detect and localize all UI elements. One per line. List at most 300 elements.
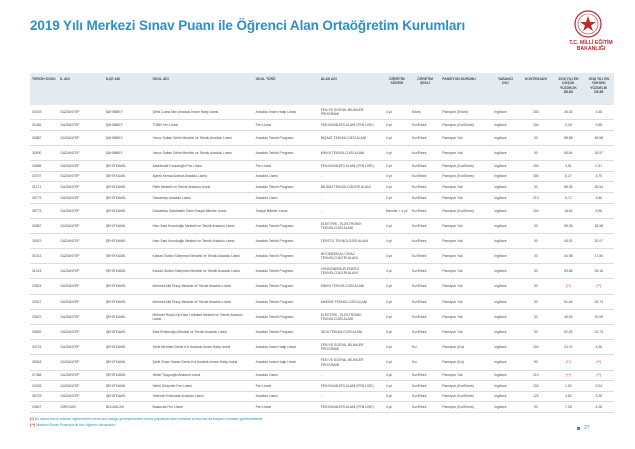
table-cell: 30: [518, 264, 553, 279]
table-cell: İngilizce: [492, 161, 518, 172]
table-cell: BİYOMEDİKAL CİHAZ TEKNOLOJİLERİ ALANI: [319, 249, 384, 264]
table-cell: 25,74: [584, 294, 614, 309]
footnote-2: [30, 422, 510, 428]
table-cell: ŞEHİTKAMİL: [104, 182, 151, 193]
table-cell: 52,83: [553, 325, 583, 340]
table-cell: GAZİANTEP: [58, 391, 104, 402]
table-cell: 1,53: [553, 381, 583, 392]
table-cell: İngilizce: [492, 182, 518, 193]
table-cell: İngilizce: [492, 120, 518, 131]
column-header: ALAN ADI: [319, 73, 384, 105]
table-cell: -: [319, 203, 384, 218]
table-cell: Pansiyon Yok: [440, 264, 492, 279]
table-cell: 35703: [30, 391, 58, 402]
table-cell: 44,98: [553, 249, 583, 264]
table-cell: 34419: [30, 105, 58, 120]
table-cell: (**): [553, 355, 583, 370]
table-cell: Anadolu Lisesi: [254, 171, 319, 182]
column-header: OKUL TÜRÜ: [254, 73, 319, 105]
table-cell: GAZİANTEP: [58, 120, 104, 131]
table-cell: Anadolu Teknik Programı: [254, 218, 319, 233]
logo-line1: T.C. MİLLİ EĞİTİM: [569, 40, 613, 46]
table-cell: Anadolu İmam Hatip Lisesi: [254, 340, 319, 355]
table-cell: 17,84: [584, 249, 614, 264]
table-cell: 35,58: [584, 130, 614, 145]
table-cell: 58,35: [553, 182, 583, 193]
table-cell: 4 yıl: [384, 279, 410, 294]
table-cell: FEN BİLİMLERİ ALANI (FEN LİSE): [319, 402, 384, 413]
table-row: [30, 309, 614, 324]
table-cell: İngilizce: [492, 355, 518, 370]
table-cell: GAZİANTEP: [58, 325, 104, 340]
table-cell: 4 yıl: [384, 355, 410, 370]
column-header: ÖĞRETİM ŞEKLİ: [410, 73, 440, 105]
table-cell: Mehmet Akif Ersoy Mesleki ve Teknik Anadolu Lisesi: [150, 294, 253, 309]
table-row: [30, 249, 614, 264]
table-cell: Şehit Ömer Hasan Demir Kız Anadolu İmam Hatip Lisesi: [150, 355, 253, 370]
table-cell: Kız/Erkek: [410, 171, 440, 182]
table-cell: İngilizce: [492, 391, 518, 402]
table-cell: 58,88: [553, 130, 583, 145]
table-cell: Kız/Erkek: [410, 391, 440, 402]
table-cell: Anadolu İmam Hatip Lisesi: [254, 355, 319, 370]
table-cell: Gaziantep Anadolu Lisesi: [150, 192, 253, 203]
table-cell: ŞEHİTKAMİL: [104, 233, 151, 248]
table-cell: 4 yıl: [384, 294, 410, 309]
table-cell: Yasemin Emirzade Anadolu Lisesi: [150, 391, 253, 402]
table-cell: BULANCAK: [104, 402, 151, 413]
table-cell: ŞEHİTKAMİL: [104, 249, 151, 264]
table-cell: İngilizce: [492, 294, 518, 309]
table-cell: 4 yıl: [384, 249, 410, 264]
table-cell: 61,64: [553, 294, 583, 309]
table-cell: Anadolu Lisesi: [254, 391, 319, 402]
table-cell: -: [319, 370, 384, 381]
table-row: [30, 161, 614, 172]
table-cell: 0,28: [553, 120, 583, 131]
table-cell: GAZİANTEP: [58, 355, 104, 370]
table-cell: Pansiyon (Kız): [440, 340, 492, 355]
table-cell: ŞEHİTKAMİL: [104, 325, 151, 340]
table-cell: 34333: [30, 381, 58, 392]
table-cell: 18,64: [553, 203, 583, 218]
table-cell: 4 yıl: [384, 391, 410, 402]
table-cell: KİMYA TEKNOLOJİSİ ALANI: [319, 145, 384, 160]
table-cell: 210: [518, 192, 553, 203]
table-cell: 4 yıl: [384, 161, 410, 172]
table-row: [30, 130, 614, 145]
table-cell: 30887: [30, 130, 58, 145]
table-cell: 4 yıl: [384, 192, 410, 203]
table-row: [30, 340, 614, 355]
table-cell: ŞAHİNBEY: [104, 120, 151, 131]
table-cell: Pansiyon (Kız/Erkek): [440, 391, 492, 402]
table-cell: 35772: [30, 192, 58, 203]
table-cell: Kız/Erkek: [410, 294, 440, 309]
table-cell: 30: [518, 325, 553, 340]
table-cell: FEN VE SOSYAL BİLİMLER PROGRAMI: [319, 340, 384, 355]
table-cell: Vehbi Dinçerler Fen Lisesi: [150, 381, 253, 392]
table-cell: GAZİANTEP: [58, 130, 104, 145]
table-cell: Gaziantep Sabahattin Zaim Sosyal Bilimler Lisesi: [150, 203, 253, 218]
table-cell: 4 yıl: [384, 145, 410, 160]
table-row: [30, 218, 614, 233]
table-cell: MAKİNE TEKNOLOJİSİ ALANI: [319, 294, 384, 309]
table-cell: 26,33: [553, 105, 583, 120]
table-cell: İngilizce: [492, 402, 518, 413]
column-header: İL ADI: [58, 73, 104, 105]
table-cell: GAZİANTEP: [58, 182, 104, 193]
column-header: PANSİYON DURUMU: [440, 73, 492, 105]
table-cell: 30900: [30, 145, 58, 160]
table-row: [30, 391, 614, 402]
table-cell: Kız/Erkek: [410, 130, 440, 145]
schools-table: [30, 73, 614, 413]
table-cell: İngilizce: [492, 325, 518, 340]
table-cell: Kız/Erkek: [410, 279, 440, 294]
table-cell: 31171: [30, 182, 58, 193]
table-cell: 24807: [30, 402, 58, 413]
table-row: [30, 279, 614, 294]
table-cell: (**): [553, 370, 583, 381]
table-cell: Kız/Erkek: [410, 325, 440, 340]
table-cell: 4 yıl: [384, 340, 410, 355]
table-cell: GAZİANTEP: [58, 161, 104, 172]
table-cell: 0,31: [584, 161, 614, 172]
table-cell: 0,04: [584, 381, 614, 392]
table-row: [30, 370, 614, 381]
table-cell: ŞAHİNBEY: [104, 130, 151, 145]
table-cell: Pansiyon Yok: [440, 130, 492, 145]
table-cell: GAZİANTEP: [58, 340, 104, 355]
table-cell: Kanuni Sultan Süleyman Mesleki ve Teknik Anadolu Lisesi: [150, 249, 253, 264]
table-cell: ŞEHİTKAMİL: [104, 161, 151, 172]
table-cell: GİRESUN: [58, 402, 104, 413]
table-cell: 150: [518, 381, 553, 392]
table-cell: 65,64: [553, 145, 583, 160]
table-cell: Kız/Erkek: [410, 264, 440, 279]
table-cell: GAZİANTEP: [58, 171, 104, 182]
table-cell: 30: [518, 182, 553, 193]
table-cell: 4 yıl: [384, 381, 410, 392]
table-cell: 4,08: [584, 340, 614, 355]
table-cell: Kız: [410, 355, 440, 370]
table-cell: 4 yıl: [384, 402, 410, 413]
table-cell: 8,27: [553, 171, 583, 182]
table-cell: Pansiyon Yok: [440, 294, 492, 309]
table-cell: 55,36: [553, 218, 583, 233]
table-cell: Anadolu Teknik Programı: [254, 325, 319, 340]
footnote-1-mark: (*): [30, 417, 34, 421]
table-cell: GAZİANTEP: [58, 279, 104, 294]
table-cell: GAZİANTEP: [58, 233, 104, 248]
table-cell: 4 yıl: [384, 171, 410, 182]
table-cell: İngilizce: [492, 233, 518, 248]
table-cell: Aybek Kemal Aramal Anadolu Lisesi: [150, 171, 253, 182]
table-cell: GAZİANTEP: [58, 218, 104, 233]
page-number: 27: [584, 425, 590, 431]
table-cell: 20515: [30, 279, 58, 294]
table-cell: Yavuz Sultan Selim Mesleki ve Teknik Anadolu Lisesi: [150, 145, 253, 160]
table-cell: FEN VE SOSYAL BİLİMLER PROGRAMI: [319, 355, 384, 370]
table-cell: ŞEHİTKAMİL: [104, 391, 151, 402]
table-cell: 6,72: [553, 192, 583, 203]
table-cell: -: [319, 391, 384, 402]
table-cell: ELEKTRİK - ELEKTRONİK TEKNOLOJİSİ ALANI: [319, 218, 384, 233]
table-row: [30, 145, 614, 160]
table-cell: İngilizce: [492, 370, 518, 381]
table-cell: Fatih Mesleki ve Teknik Anadolu Lisesi: [150, 182, 253, 193]
table-cell: Pansiyon (Kız): [440, 355, 492, 370]
table-cell: Kız/Erkek: [410, 161, 440, 172]
table-cell: Pansiyon (Erkek): [440, 105, 492, 120]
table-cell: 26,57: [584, 145, 614, 160]
table-cell: Anadolu Teknik Programı: [254, 294, 319, 309]
table-cell: 7,28: [553, 402, 583, 413]
table-row: [30, 402, 614, 413]
table-cell: 150: [518, 161, 553, 172]
table-cell: 37358: [30, 370, 58, 381]
table-cell: ŞAHİNBEY: [104, 105, 151, 120]
table-cell: (**): [584, 370, 614, 381]
table-cell: ŞEHİTKAMİL: [104, 294, 151, 309]
table-cell: TOBB Fen Lisesi: [150, 120, 253, 131]
table-cell: Fen Lisesi: [254, 120, 319, 131]
table-cell: Kız/Erkek: [410, 370, 440, 381]
table-cell: Anadolu Teknik Programı: [254, 279, 319, 294]
column-header: ÖĞRETİM SÜRESİ: [384, 73, 410, 105]
table-cell: Kız/Erkek: [410, 218, 440, 233]
table-cell: GAZİANTEP: [58, 381, 104, 392]
table-cell: Mehmet Akif Ersoy Mesleki ve Teknik Anadolu Lisesi: [150, 279, 253, 294]
table-cell: İngilizce: [492, 309, 518, 324]
column-header: TERCİH KODU: [30, 73, 58, 105]
table-cell: 31013: [30, 264, 58, 279]
table-cell: TEKSTİL TEKNOLOJİSİ ALANI: [319, 233, 384, 248]
table-cell: Bulancak Fen Lisesi: [150, 402, 253, 413]
table-row: [30, 381, 614, 392]
table-cell: GIDA TEKNOLOJİSİ ALANI: [319, 325, 384, 340]
table-row: [30, 264, 614, 279]
table-cell: Kız/Erkek: [410, 233, 440, 248]
table-cell: 4 yıl: [384, 309, 410, 324]
table-row: [30, 294, 614, 309]
table-cell: 24,74: [553, 340, 583, 355]
table-cell: -: [319, 192, 384, 203]
table-row: [30, 203, 614, 218]
table-cell: Anadolu İmam Hatip Lisesi: [254, 105, 319, 120]
table-cell: İngilizce: [492, 192, 518, 203]
table-cell: Sani Erdemoğlu Mesleki ve Teknik Anadolu Lisesi: [150, 325, 253, 340]
table-cell: İngilizce: [492, 264, 518, 279]
table-cell: Pansiyon Yok: [440, 279, 492, 294]
table-cell: Pansiyon (Kız/Erkek): [440, 120, 492, 131]
table-cell: 150: [518, 340, 553, 355]
table-row: [30, 325, 614, 340]
table-cell: 31485: [30, 120, 58, 131]
column-header: 2018 YILI EN DÜŞÜK YÜZDELİK DİLİM: [553, 73, 583, 105]
table-cell: GAZİANTEP: [58, 105, 104, 120]
table-cell: GAZİANTEP: [58, 145, 104, 160]
column-header: YABANCI DİLİ: [492, 73, 518, 105]
table-cell: 4 yıl: [384, 264, 410, 279]
table-cell: Yavuz Sultan Selim Mesleki ve Teknik Anadolu Lisesi: [150, 130, 253, 145]
table-cell: İngilizce: [492, 130, 518, 145]
table-cell: 3,56: [584, 192, 614, 203]
table-cell: Anadolu Lisesi: [254, 192, 319, 203]
table-cell: ŞEHİTKAMİL: [104, 381, 151, 392]
table-cell: İngilizce: [492, 279, 518, 294]
table-cell: Fen Lisesi: [254, 161, 319, 172]
page-title: 2019 Yılı Merkezi Sınav Puanı ile Öğrenci Alan Ortaöğretim Kurumları: [30, 18, 466, 33]
table-cell: GAZİANTEP: [58, 203, 104, 218]
table-cell: 0,58: [584, 120, 614, 131]
table-cell: Hacı Sani Konukoğlu Mesleki ve Teknik Anadolu Lisesi: [150, 233, 253, 248]
table-cell: Kız/Erkek: [410, 249, 440, 264]
table-cell: Anadolu Teknik Programı: [254, 130, 319, 145]
table-row: [30, 233, 614, 248]
table-cell: İngilizce: [492, 171, 518, 182]
table-cell: Pansiyon Yok: [440, 249, 492, 264]
table-cell: ŞEHİTKAMİL: [104, 192, 151, 203]
table-cell: ŞEHİTKAMİL: [104, 203, 151, 218]
table-cell: GAZİANTEP: [58, 192, 104, 203]
table-cell: 53,86: [553, 264, 583, 279]
table-cell: Erkek: [410, 105, 440, 120]
table-cell: 4 yıl: [384, 233, 410, 248]
table-cell: Pansiyon (Kız/Erkek): [440, 402, 492, 413]
table-cell: 30: [518, 130, 553, 145]
table-cell: Hacı Sani Konukoğlu Mesleki ve Teknik Anadolu Lisesi: [150, 218, 253, 233]
table-cell: İngilizce: [492, 249, 518, 264]
table-cell: 22,74: [584, 325, 614, 340]
table-cell: 150: [518, 120, 553, 131]
table-cell: 48,92: [553, 233, 583, 248]
footnote-1-text: Bu alana tercih edecek öğrencilerin mensubu olduğu yerleştirmeden sonra yapılacak olan mülakat sınavında da başarılı olmaları gerekmektedir.: [34, 417, 264, 421]
table-cell: 180: [518, 171, 553, 182]
table-cell: İngilizce: [492, 145, 518, 160]
table-cell: Kız/Erkek: [410, 402, 440, 413]
table-cell: Pansiyon (Kız/Erkek): [440, 381, 492, 392]
table-cell: Pansiyon Yok: [440, 218, 492, 233]
table-cell: ŞAHİNBEY: [104, 145, 151, 160]
table-cell: (**): [584, 355, 614, 370]
table-cell: 35943: [30, 355, 58, 370]
table-cell: 4 yıl: [384, 370, 410, 381]
table-cell: ŞEHİTKAMİL: [104, 218, 151, 233]
table-cell: Pansiyon (Kız/Erkek): [440, 161, 492, 172]
table-row: [30, 105, 614, 120]
table-cell: ŞEHİTKAMİL: [104, 279, 151, 294]
table-cell: 34685: [30, 161, 58, 172]
table-cell: İNŞAAT TEKNOLOJİSİ ALANI: [319, 130, 384, 145]
table-cell: GAZİANTEP: [58, 249, 104, 264]
table-row: [30, 120, 614, 131]
table-cell: 150: [518, 203, 553, 218]
table-row: [30, 171, 614, 182]
column-header: 2018 YILI EN YÜKSEK YÜZDELİK DİLİM: [584, 73, 614, 105]
table-cell: 3,28: [584, 391, 614, 402]
table-cell: 4 yıl: [384, 105, 410, 120]
table-cell: 30857: [30, 218, 58, 233]
table-cell: Pansiyon Yok: [440, 233, 492, 248]
table-cell: 4 yıl: [384, 325, 410, 340]
table-cell: Pansiyon Yok: [440, 325, 492, 340]
table-header-row: [30, 73, 614, 105]
table-cell: 30: [518, 233, 553, 248]
table-cell: Abdulkadir Konukoğlu Fen Lisesi: [150, 161, 253, 172]
table-cell: Pansiyon (Kız/Erkek): [440, 171, 492, 182]
page-marker-icon: [577, 427, 580, 430]
table-cell: 35773: [30, 203, 58, 218]
table-cell: Vedat Topçuoğlu Anadolu Lisesi: [150, 370, 253, 381]
table-cell: 30832: [30, 325, 58, 340]
table-cell: Kız/Erkek: [410, 309, 440, 324]
table-cell: Pansiyon Yok: [440, 145, 492, 160]
table-cell: 30: [518, 309, 553, 324]
table-cell: ŞEHİTKAMİL: [104, 309, 151, 324]
table-cell: GAZİANTEP: [58, 309, 104, 324]
table-cell: ŞEHİTKAMİL: [104, 264, 151, 279]
table-cell: ŞEHİTKAMİL: [104, 370, 151, 381]
table-cell: GAZİANTEP: [58, 264, 104, 279]
table-cell: BİLİŞİM TEKNOLOJİLERİ ALANI: [319, 182, 384, 193]
table-cell: İngilizce: [492, 105, 518, 120]
table-cell: Pansiyon Yok: [440, 309, 492, 324]
table-cell: Anadolu Teknik Programı: [254, 309, 319, 324]
table-cell: 31012: [30, 249, 58, 264]
table-cell: 30: [518, 249, 553, 264]
table-cell: Anadolu Teknik Programı: [254, 145, 319, 160]
table-cell: Pansiyon Yok: [440, 182, 492, 193]
table-cell: 150: [518, 105, 553, 120]
table-cell: Mehmet Rüştü Kip Hacı Lütfullah Mesleki ve Teknik Anadolu Lisesi: [150, 309, 253, 324]
table-cell: YENİLENEBİLİR ENERJİ TEKNOLOJİLERİ ALANI: [319, 264, 384, 279]
footnote-2-text: Merkezi Sınav Puanıyla ilk kez öğrenci alınacaktır.: [36, 423, 117, 427]
table-cell: 30913: [30, 233, 58, 248]
table-body: [30, 105, 614, 412]
table-cell: Şehit Cuma İlkin Anadolu İmam Hatip Lisesi: [150, 105, 253, 120]
column-header: İLÇE ADI: [104, 73, 151, 105]
table-cell: Pansiyon (Kız/Erkek): [440, 203, 492, 218]
logo-line2: BAKANLIĞI: [576, 46, 606, 52]
table-cell: (**): [553, 279, 583, 294]
table-cell: Anadolu Teknik Programı: [254, 233, 319, 248]
table-cell: Fen Lisesi: [254, 381, 319, 392]
table-cell: 30: [518, 279, 553, 294]
table-cell: FEN BİLİMLERİ ALANI (FEN LİSE): [319, 161, 384, 172]
table-cell: İngilizce: [492, 203, 518, 218]
table-cell: Kız/Erkek: [410, 182, 440, 193]
table-cell: 4 yıl: [384, 120, 410, 131]
table-cell: 18,58: [584, 218, 614, 233]
column-header: KONTENJANI: [518, 73, 553, 105]
table-cell: Kanuni Sultan Süleyman Mesleki ve Teknik Anadolu Lisesi: [150, 264, 253, 279]
table-cell: 28,54: [584, 182, 614, 193]
table-cell: Sosyal Bilimler Lisesi: [254, 203, 319, 218]
table-cell: 210: [518, 370, 553, 381]
footnote-2-mark: (**): [30, 423, 36, 427]
table-cell: -: [319, 171, 384, 182]
table-cell: Kız/Erkek: [410, 120, 440, 131]
table-cell: Hazırlık + 4 yıl: [384, 203, 410, 218]
table-cell: 20917: [30, 294, 58, 309]
table-cell: 20,08: [584, 309, 614, 324]
table-cell: İngilizce: [492, 218, 518, 233]
footnotes: [30, 416, 510, 428]
table-cell: 30: [518, 294, 553, 309]
table-cell: Şehit Mehmet Demir Kız Anadolu İmam Hatip Lisesi: [150, 340, 253, 355]
